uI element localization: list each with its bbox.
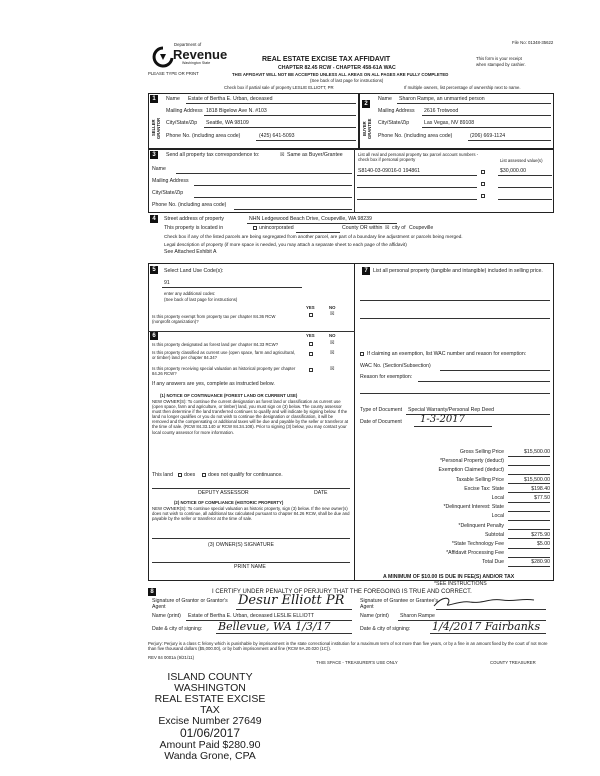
city-of-label: city of (392, 225, 406, 231)
grantor-print-name: Estate of Bertha E. Urban, deceased LESLIE ELLIOTT (188, 613, 315, 619)
calc-label: *Affidavit Processing Fee (446, 550, 504, 557)
revenue-logo-icon (152, 46, 174, 70)
calc-row (360, 476, 550, 485)
notice-continuance-body: NEW OWNER(S): To continue the current designation as forest land or classification as current use (open space, farm and agriculture, or timber) land, you must sign on (3) below. The county assessor must then determine if the land transferred continues to qualify and will indicate by signing below. If the land no longer qualifies or you do not wish to continue the designation or classification, it will be removed and the compensating or additional taxes will be due and payable by the seller or transferor at the time of sale. (RCW 84.33.140 or RCW 84.34.108). Prior to signing (3) below, you may contact your local county assessor for more information. (152, 399, 349, 435)
corr-city-label: City/State/Zip (152, 190, 184, 196)
calc-label: *State Technology Fee (451, 541, 504, 547)
city-name: Coupeville (409, 225, 434, 231)
buyer-name: Sharon Rampe, an unmarried person (399, 96, 485, 102)
seller-phone: (425) 641-5093 (259, 133, 295, 139)
see-back-note: (See back of last page for instructions) (310, 78, 384, 83)
calc-label: *Delinquent Interest: State (443, 504, 504, 511)
unincorporated-checkbox[interactable] (253, 226, 257, 230)
stamp-tax: REAL ESTATE EXCISE TAX (154, 693, 266, 716)
multiple-owners-note: If multiple owners, list percentage of ownership next to name. (404, 85, 521, 90)
grantor-signature: Desur Elliott PR (238, 593, 345, 608)
if-yes-note: If any answers are yes, complete as instructed below. (152, 381, 275, 387)
seller-name: Estate of Bertha E. Urban, deceased (188, 96, 273, 102)
see-instructions-note: *SEE INSTRUCTIONS (434, 581, 487, 587)
exempt-no-header: NO (329, 305, 336, 310)
calc-row (360, 522, 550, 531)
grantee-date-label: Date & city of signing: (360, 626, 411, 632)
unincorporated-label: unincorporated (259, 225, 294, 231)
assessed-header: List assessed value(s) (500, 158, 543, 163)
calc-label: *Delinquent Penalty (458, 522, 504, 529)
wac-label: WAC No. (Section/Subsection) (360, 363, 431, 369)
grantor-signature-label: Signature of Grantor or Grantor's Agent (152, 598, 228, 611)
county-treasurer-label: COUNTY TREASURER (490, 660, 536, 665)
calc-row (360, 512, 550, 521)
calc-label: Gross Selling Price (459, 449, 504, 455)
land-use-section-number: 5 (150, 266, 158, 274)
does-label: does (184, 472, 196, 478)
classification-yes-header: YES (306, 333, 315, 338)
personal-property-checkbox-1[interactable] (481, 170, 485, 174)
parcel-header: List all real and personal property tax parcel account numbers - check box if personal property (358, 152, 479, 163)
exempt-yes-header: YES (306, 305, 315, 310)
does-checkbox[interactable] (178, 473, 182, 477)
forest-yes-checkbox[interactable] (309, 342, 313, 346)
notice-compliance-body: NEW OWNER(S): To continue special valuation as historic property, sign (3) below. If the new owner(s) does not wish to continue, all additional tax calculated pursuant to chapter 84.26 RCW, shall be due and payable by the seller or transferor at the time of sale. (152, 506, 350, 522)
corr-mailing-label: Mailing Address (152, 178, 189, 184)
form-subtitle: CHAPTER 82.45 RCW - CHAPTER 458-61A WAC (278, 65, 396, 71)
calc-row (360, 448, 550, 457)
seller-city: Seattle, WA 98109 (206, 120, 249, 126)
calc-value: $15,500.00 (524, 449, 550, 455)
assessed-value: $30,000.00 (500, 168, 526, 174)
calc-label: Taxable Selling Price (455, 476, 504, 483)
buyer-city: Las Vegas, NV 89108 (424, 120, 475, 126)
file-number: File No: 01348-35622 (512, 40, 554, 45)
document-type-label: Type of Document (360, 407, 403, 413)
grantor-print-label: Name (print) (152, 613, 181, 619)
land-use-code: 91 (164, 280, 170, 286)
calc-value: $280.90 (531, 559, 550, 566)
grantor-date-city: Bellevue, WA 1/3/17 (218, 620, 331, 633)
notice-compliance-title: (2) NOTICE OF COMPLIANCE (HISTORIC PROPERTY) (174, 500, 284, 505)
grantee-date-city: 1/4/2017 Fairbanks (432, 620, 541, 633)
perjury-notice: Perjury: Perjury is a class C felony which is punishable by imprisonment in the state correctional institution for a maximum term of not more than five years, or by a fine in an amount fixed by the court of not more than five thousand dollars ($5,000.00), or by both imprisonment and fine (RCW 9A.20.020 (1C)). (148, 641, 548, 652)
this-land-label: This land (152, 472, 174, 478)
deputy-assessor-label: DEPUTY ASSESSOR (198, 490, 249, 496)
calc-value: $5.00 (537, 541, 550, 547)
form-warning: THIS AFFIDAVIT WILL NOT BE ACCEPTED UNLESS ALL AREAS ON ALL PAGES ARE FULLY COMPLETED (232, 72, 449, 77)
calc-row (360, 457, 550, 466)
receipt-note-1: This form is your receipt (476, 56, 522, 61)
exempt-no-checked[interactable]: ☒ (330, 311, 335, 317)
legal-description: See Attached Exhibit A (164, 249, 217, 255)
calc-row (360, 558, 550, 567)
certification-section-number: 8 (148, 588, 156, 596)
calc-row (360, 549, 550, 558)
parcel-number: S8140-03-09016-0 194861 (358, 168, 421, 174)
stamp-officer: Wanda Grone, CPA (164, 750, 256, 762)
historic-yes-checkbox[interactable] (309, 368, 313, 372)
print-name-label: PRINT NAME (234, 564, 266, 570)
revenue-logo (148, 40, 228, 74)
buyer-section-number: 2 (362, 100, 370, 108)
personal-property-checkbox-3[interactable] (481, 194, 485, 198)
street-address: NHN Ledgewood Beach Drive, Coupeville, WA 98239 (249, 216, 372, 222)
calc-label: Total Due (482, 559, 504, 566)
logo-dept: Department of (174, 42, 202, 47)
stamp-excise-number: Excise Number 27649 (158, 715, 262, 727)
treasurer-space-note: THIS SPACE - TREASURER'S USE ONLY (316, 660, 398, 665)
exemption-checkbox[interactable] (360, 352, 364, 356)
same-as-buyer-check[interactable]: ☒ (280, 152, 285, 158)
calc-row (360, 466, 550, 475)
exempt-question: Is this property exempt from property tax per chapter 84.36 RCW (nonprofit organization)? (152, 314, 276, 325)
logo-word: Revenue (173, 47, 228, 62)
grantee-print-name: Sharon Rampe (400, 613, 435, 619)
same-as-buyer-label: Same as Buyer/Grantee (287, 152, 343, 158)
personal-property-label: List all personal property (tangible and intangible) included in selling price. (373, 268, 543, 274)
grantee-print-label: Name (print) (360, 613, 389, 619)
seller-mailing: 1818 Bigelow Ave N. #103 (206, 108, 267, 114)
partial-sale-note: Check box if partial sale of property LESLIE ELLIOTT, PR (224, 85, 334, 90)
forest-no-checked[interactable]: ☒ (330, 340, 335, 346)
seller-mailing-label: Mailing Address (166, 108, 203, 114)
additional-codes-label: enter any additional codes: (164, 291, 216, 296)
notice-continuance-title: (1) NOTICE OF CONTINUANCE (FOREST LAND OR CURRENT USE) (160, 393, 298, 398)
property-section-number: 4 (150, 215, 158, 223)
personal-property-section-number: 7 (362, 267, 370, 275)
correspondence-section-number: 3 (150, 151, 158, 159)
classification-no-header: NO (329, 333, 336, 338)
does-not-checkbox[interactable] (202, 473, 206, 477)
seller-phone-label: Phone No. (including area code) (166, 133, 241, 139)
county-label: County OR within (342, 225, 383, 231)
buyer-phone-label: Phone No. (including area code) (378, 133, 453, 139)
does-not-label: does not qualify for continuance. (208, 472, 283, 478)
stamp-amount: Amount Paid $280.90 (159, 739, 261, 751)
type-print-note: PLEASE TYPE OR PRINT (148, 71, 199, 76)
legal-description-label: Legal description of property (if more space is needed, you may attach a separate sheet to each page of the affidavit) (164, 242, 407, 247)
grantee-signature (430, 594, 540, 610)
minimum-due-note: A MINIMUM OF $10.00 IS DUE IN FEE(S) AND/OR TAX (383, 574, 515, 580)
deputy-date-label: DATE (314, 490, 328, 496)
buyer-side-label: BUYER GRANTEE (362, 118, 372, 140)
calc-row (360, 531, 550, 540)
current-use-no-checked[interactable]: ☒ (330, 350, 335, 356)
form-title: REAL ESTATE EXCISE TAX AFFIDAVIT (262, 56, 391, 63)
send-correspondence-label: Send all property tax correspondence to: (166, 152, 260, 158)
excise-stamp (148, 672, 272, 762)
personal-property-checkbox-2[interactable] (481, 182, 485, 186)
historic-no-checked[interactable]: ☒ (330, 366, 335, 372)
calc-label: Excise Tax: State (464, 485, 504, 492)
logo-state: Washington State (182, 61, 211, 65)
city-checked[interactable]: ☒ (385, 225, 390, 231)
located-label: This property is located in (164, 225, 224, 231)
corr-name-label: Name (152, 166, 166, 172)
seller-name-label: Name (166, 96, 180, 102)
buyer-city-label: City/State/Zip (378, 120, 410, 126)
buyer-name-label: Name (378, 96, 392, 102)
calc-value: $275.90 (531, 531, 550, 538)
calc-row (360, 503, 550, 512)
document-date: 1-3-2017 (420, 414, 465, 425)
historic-question: Is this property receiving special valuation as historical property per chapter 84.26 RCW? (152, 366, 296, 377)
calc-label: Local (491, 495, 504, 501)
calc-value: $77.50 (534, 495, 550, 501)
calc-label: Exemption Claimed (deduct) (438, 467, 504, 474)
calc-value: $198.40 (531, 485, 550, 492)
exempt-yes-checkbox[interactable] (309, 313, 313, 317)
revision-code: REV 84 0001a (9/21/11) (148, 655, 195, 660)
buyer-mailing: 2616 Trotwood (424, 108, 459, 114)
land-use-label: Select Land Use Code(s): (164, 268, 224, 274)
calc-row (360, 540, 550, 549)
current-use-yes-checkbox[interactable] (309, 352, 313, 356)
land-use-instructions: (See back of last page for instructions) (164, 297, 238, 302)
stamp-county: ISLAND COUNTY WASHINGTON (167, 671, 253, 694)
document-type: Special Warranty/Personal Rep Deed (408, 407, 495, 413)
buyer-mailing-label: Mailing Address (378, 108, 415, 114)
current-use-question: Is this property classified as current use (open space, farm and agricultural, or timber) land per chapter 84.34? (152, 350, 296, 361)
street-address-label: Street address of property (164, 216, 224, 222)
buyer-phone: (206) 669-1124 (470, 133, 506, 139)
calc-label: Local (491, 513, 504, 520)
certification-statement: I CERTIFY UNDER PENALTY OF PERJURY THAT THE FOREGOING IS TRUE AND CORRECT. (212, 589, 472, 595)
grantee-signature-label: Signature of Grantee or Grantee's Agent (360, 598, 438, 611)
owner-signature-label: (3) OWNER(S) SIGNATURE (208, 542, 274, 548)
classification-section-number: 6 (150, 332, 158, 340)
corr-phone-label: Phone No. (including area code) (152, 202, 227, 208)
forest-land-question: Is this property designated as forest land per chapter 84.33 RCW? (152, 342, 279, 347)
exemption-label: If claiming an exemption, list WAC number and reason for exemption: (367, 351, 527, 357)
calc-label: *Personal Property (deduct) (439, 458, 504, 465)
grantor-date-label: Date & city of signing: (152, 626, 203, 632)
stamp-date: 01/06/2017 (179, 726, 241, 740)
calc-value: $15,500.00 (524, 476, 550, 483)
calc-row (360, 485, 550, 494)
receipt-note-2: when stamped by cashier. (476, 62, 526, 67)
tax-calculation (360, 448, 554, 568)
seller-section-number: 1 (150, 95, 158, 103)
seller-city-label: City/State/Zip (166, 120, 198, 126)
calc-label: Subtotal (484, 531, 504, 538)
reason-label: Reason for exemption: (360, 374, 413, 380)
seller-side-label: SELLER GRANTOR (151, 117, 161, 139)
document-date-label: Date of Document (360, 419, 402, 425)
calc-row (360, 494, 550, 503)
segregated-note: Check box if any of the listed parcels are being segregated from another parcel, are part of a boundary line adjustment or parcels being merged. (164, 234, 463, 239)
